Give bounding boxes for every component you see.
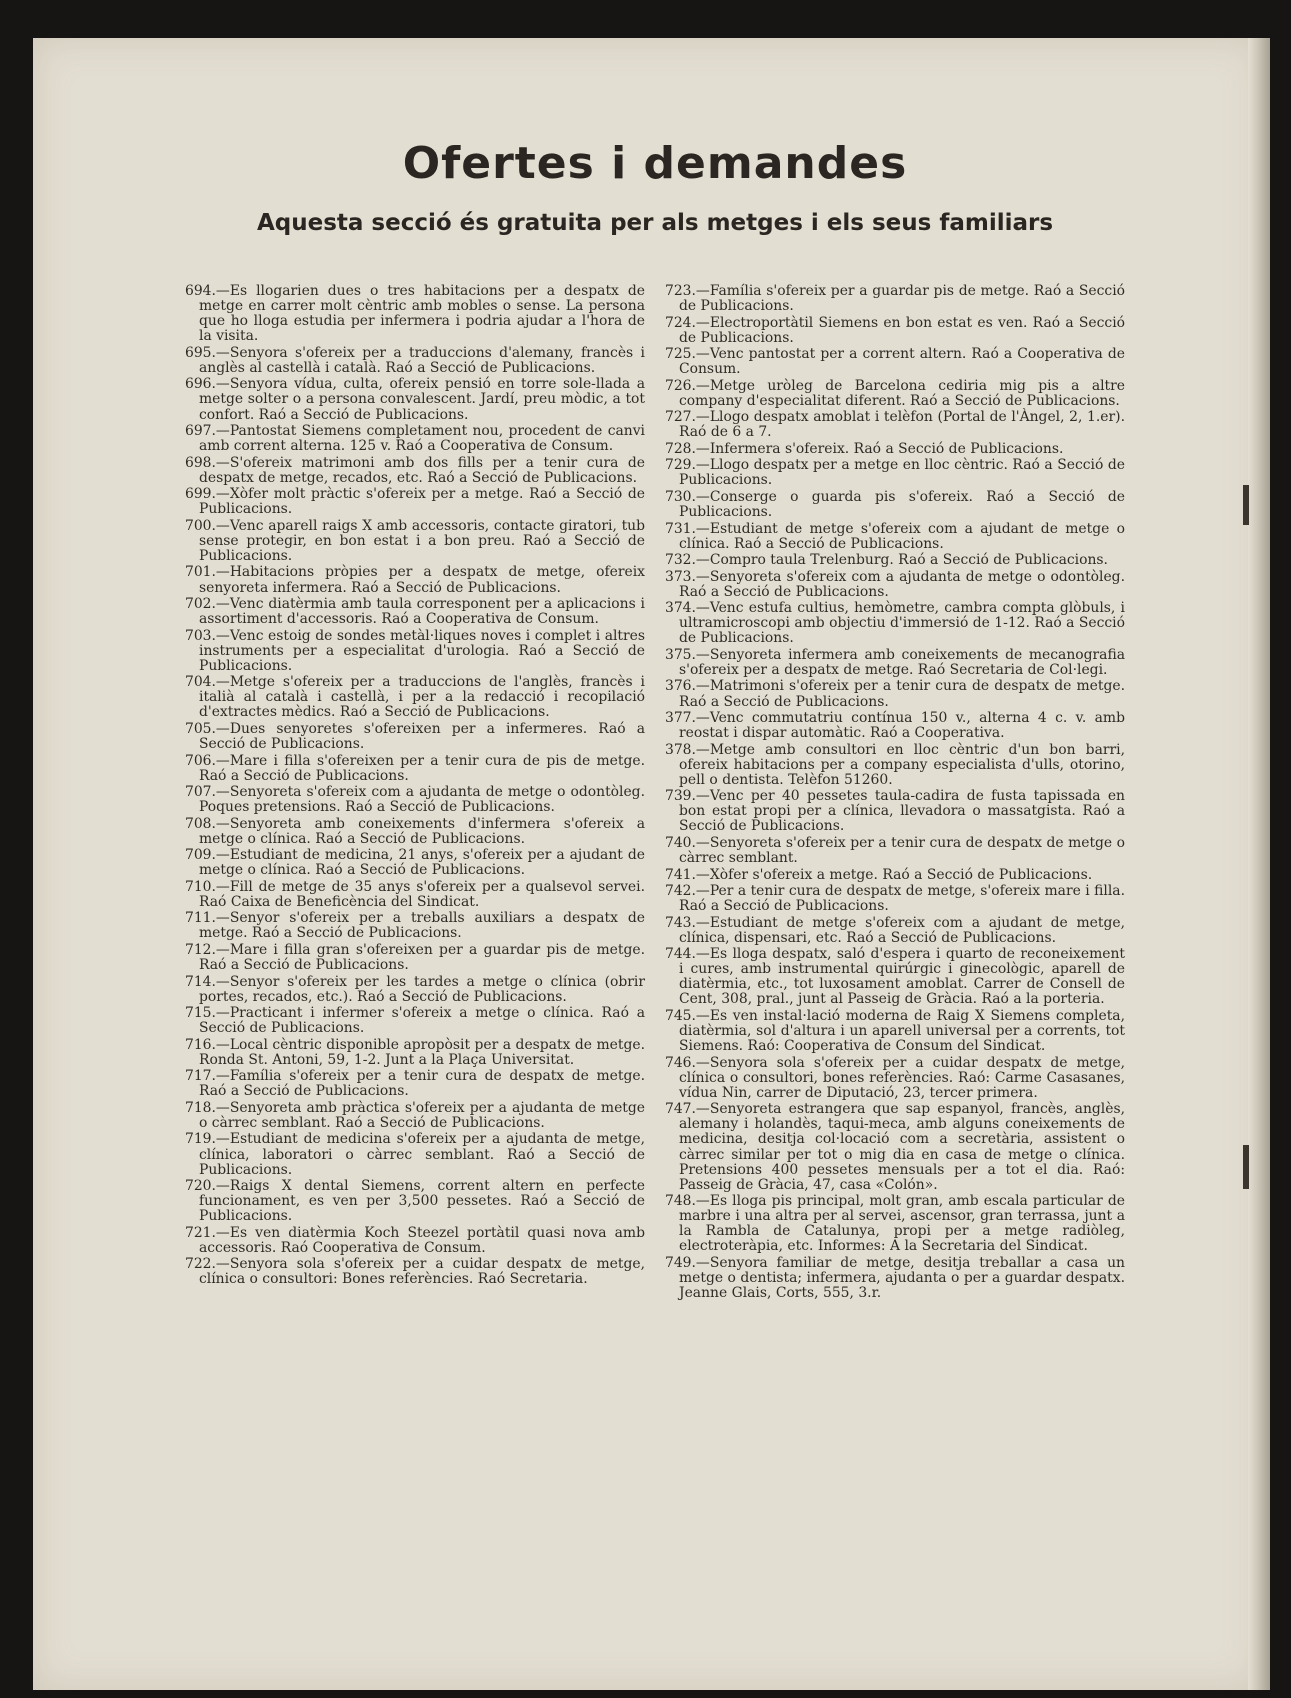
listing-entry: 715.—Practicant i infermer s'ofereix a metge o clínica. Raó a Secció de Publicacions. xyxy=(185,1005,645,1037)
listing-entry: 739.—Venc per 40 pessetes taula-cadira de fusta tapissada en bon estat propi per a clínica, llevadora o massatgista. Raó a Secció de Publicacions. xyxy=(665,788,1125,835)
listing-entry: 721.—Es ven diatèrmia Koch Steezel portàtil quasi nova amb accessoris. Raó Cooperativa de Consum. xyxy=(185,1224,645,1256)
listing-entry: 716.—Local cèntric disponible apropòsit per a despatx de metge. Ronda St. Antoni, 59, 1-2. Junt a la Plaça Universitat. xyxy=(185,1036,645,1068)
listing-entry: 696.—Senyora vídua, culta, ofereix pensió en torre sole-llada a metge solter o a persona convalescent. Jardí, preu mòdic, a tot confort. Raó a Secció de Publicacions. xyxy=(185,376,645,423)
listing-entry: 744.—Es lloga despatx, saló d'espera i quarto de reconeixement i cures, amb instrumental quirúrgic i ginecològic, aparell de diatèrmia, etc., tot luxosament amoblat. Carrer de Consell de Cent, 308, pral., junt al Passeig de Gràcia. Raó a la porteria. xyxy=(665,946,1125,1008)
listing-entry: 376.—Matrimoni s'ofereix per a tenir cura de despatx de metge. Raó a Secció de Publicacions. xyxy=(665,678,1125,710)
listing-entry: 698.—S'ofereix matrimoni amb dos fills per a tenir cura de despatx de metge, recados, etc. Raó a Secció de Publicacions. xyxy=(185,454,645,486)
listing-entry: 717.—Família s'ofereix per a tenir cura de despatx de metge. Raó a Secció de Publicacions. xyxy=(185,1068,645,1100)
listing-entry: 728.—Infermera s'ofereix. Raó a Secció de Publicacions. xyxy=(665,440,1064,457)
page-title: Ofertes i demandes xyxy=(402,138,908,189)
listing-entry: 743.—Estudiant de metge s'ofereix com a ajudant de metge, clínica, dispensari, etc. Raó a Secció de Publicacions. xyxy=(665,914,1125,946)
listing-entry: 727.—Llogo despatx amoblat i telèfon (Portal de l'Àngel, 2, 1.er). Raó de 6 a 7. xyxy=(665,409,1125,441)
listing-entry: 741.—Xòfer s'ofereix a metge. Raó a Secció de Publicacions. xyxy=(665,866,1093,883)
listing-entry: 700.—Venc aparell raigs X amb accessoris, contacte giratori, tub sense protegir, en bon estat i a bon preu. Raó a Secció de Publicacions. xyxy=(185,517,645,564)
listing-entry: 714.—Senyor s'ofereix per les tardes a metge o clínica (obrir portes, recados, etc.). Raó a Secció de Publicacions. xyxy=(185,973,645,1005)
listing-entry: 377.—Venc commutatriu contínua 150 v., alterna 4 c. v. amb reostat i dispar automàtic. Raó a Cooperativa. xyxy=(665,710,1125,742)
listing-entry: 694.—Es llogarien dues o tres habitacions per a despatx de metge en carrer molt cèntric amb mobles o sense. La persona que ho lloga estudia per infermera i podria ajudar a l'hora de la visita. xyxy=(185,283,645,345)
listing-entry: 375.—Senyoreta infermera amb coneixements de mecanografia s'ofereix per a despatx de metge. Raó Secretaria de Col·legi. xyxy=(665,646,1125,678)
listing-entry: 722.—Senyora sola s'ofereix per a cuidar despatx de metge, clínica o consultori: Bones referències. Raó Secretaria. xyxy=(185,1256,645,1288)
listing-entry: 706.—Mare i filla s'ofereixen per a tenir cura de pis de metge. Raó a Secció de Publicacions. xyxy=(185,752,645,784)
left-column xyxy=(185,284,645,1289)
page-subtitle: Aquesta secció és gratuita per als metges i els seus familiars xyxy=(256,210,1054,236)
listing-entry: 730.—Conserge o guarda pis s'ofereix. Raó a Secció de Publicacions. xyxy=(665,488,1125,521)
listing-entry: 702.—Venc diatèrmia amb taula corresponent per a aplicacions i assortiment d'accessoris. Raó a Cooperativa de Consum. xyxy=(185,596,645,628)
page-edge-mark xyxy=(1243,1145,1249,1189)
listing-entry: 711.—Senyor s'ofereix per a treballs auxiliars a despatx de metge. Raó a Secció de Publicacions. xyxy=(185,910,645,942)
listing-entry: 710.—Fill de metge de 35 anys s'ofereix per a qualsevol servei. Raó Caixa de Beneficència del Sindicat. xyxy=(185,878,645,910)
listing-entry: 731.—Estudiant de metge s'ofereix com a ajudant de metge o clínica. Raó a Secció de Publicacions. xyxy=(665,520,1125,552)
listing-entry: 373.—Senyoreta s'ofereix com a ajudanta de metge o odontòleg. Raó a Secció de Publicacions. xyxy=(665,568,1125,600)
listing-entry: 697.—Pantostat Siemens completament nou, procedent de canvi amb corrent alterna. 125 v. Raó a Cooperativa de Consum. xyxy=(185,423,645,455)
listing-entry: 747.—Senyoreta estrangera que sap espanyol, francès, anglès, alemany i holandès, taqui-meca, amb alguns coneixements de medicina, desitja col·locació com a secretària, assistent o càrrec similar per tot o mig dia en casa de metge o clínica. Pretensions 400 pessetes mensuals per a tot el dia. Raó: Passeig de Gràcia, 47, casa «Colón». xyxy=(665,1101,1125,1193)
listing-entry: 742.—Per a tenir cura de despatx de metge, s'ofereix mare i filla. Raó a Secció de Publicacions. xyxy=(665,882,1125,915)
listing-entry: 695.—Senyora s'ofereix per a traduccions d'alemany, francès i anglès al castellà i català. Raó a Secció de Publicacions. xyxy=(185,344,645,376)
book-spine xyxy=(1248,38,1270,1690)
listing-entry: 720.—Raigs X dental Siemens, corrent altern en perfecte funcionament, es ven per 3,500 pessetes. Raó a Secció de Publicacions. xyxy=(185,1178,645,1225)
listing-entry: 699.—Xòfer molt pràctic s'ofereix per a metge. Raó a Secció de Publicacions. xyxy=(185,486,645,518)
listing-entry: 748.—Es lloga pis principal, molt gran, amb escala particular de marbre i una altra per al servei, ascensor, gran terrassa, junt a la Rambla de Catalunya, propi per a metge radiòleg, electroteràpia, etc. Informes: A la Secretaria del Sindicat. xyxy=(665,1193,1125,1255)
listing-entry: 704.—Metge s'ofereix per a traduccions de l'anglès, francès i italià al català i castellà, i per a la redacció i recopilació d'extractes mèdics. Raó a Secció de Publicacions. xyxy=(185,674,645,721)
page-edge-mark xyxy=(1243,485,1249,525)
listing-entry: 729.—Llogo despatx per a metge en lloc cèntric. Raó a Secció de Publicacions. xyxy=(665,457,1125,489)
listing-entry: 732.—Compro taula Trelenburg. Raó a Secció de Publicacions. xyxy=(665,552,1108,569)
listing-entry: 725.—Venc pantostat per a corrent altern. Raó a Cooperativa de Consum. xyxy=(665,346,1125,378)
listing-entry: 378.—Metge amb consultori en lloc cèntric d'un bon barri, ofereix habitacions per a company especialista d'ulls, otorino, pell o dentista. Telèfon 51260. xyxy=(665,741,1125,788)
listing-entry: 746.—Senyora sola s'ofereix per a cuidar despatx de metge, clínica o consultori, bones referències. Raó: Carme Casasanes, vídua Nin, carrer de Diputació, 23, tercer primera. xyxy=(665,1054,1125,1101)
listing-entry: 726.—Metge uròleg de Barcelona cediria mig pis a altre company d'especialitat diferent. Raó a Secció de Publicacions. xyxy=(665,377,1125,409)
listing-entry: 374.—Venc estufa cultius, hemòmetre, cambra compta glòbuls, i ultramicroscopi amb objectiu d'immersió de 1-12. Raó a Secció de Publicacions. xyxy=(665,600,1125,647)
right-column xyxy=(665,284,1125,1303)
listing-entry: 712.—Mare i filla gran s'ofereixen per a guardar pis de metge. Raó a Secció de Publicacions. xyxy=(185,941,645,974)
listing-entry: 745.—Es ven instal·lació moderna de Raig X Siemens completa, diatèrmia, sol d'altura i un aparell universal per a corrents, tot Siemens. Raó: Cooperativa de Consum del Sindicat. xyxy=(665,1007,1125,1055)
listing-entry: 749.—Senyora familiar de metge, desitja treballar a casa un metge o dentista; infermera, ajudanta o per a guardar despatx. Jeanne Glais, Corts, 555, 3.r. xyxy=(665,1254,1125,1302)
listing-entry: 719.—Estudiant de medicina s'ofereix per a ajudanta de metge, clínica, laboratori o càrrec semblant. Raó a Secció de Publicacions. xyxy=(185,1131,645,1178)
listing-entry: 708.—Senyoreta amb coneixements d'infermera s'ofereix a metge o clínica. Raó a Secció de Publicacions. xyxy=(185,815,645,847)
listing-entry: 709.—Estudiant de medicina, 21 anys, s'ofereix per a ajudant de metge o clínica. Raó a Secció de Publicacions. xyxy=(185,847,645,879)
listing-entry: 740.—Senyoreta s'ofereix per a tenir cura de despatx de metge o càrrec semblant. xyxy=(665,834,1125,867)
listing-entry: 707.—Senyoreta s'ofereix com a ajudanta de metge o odontòleg. Poques pretensions. Raó a Secció de Publicacions. xyxy=(185,784,645,816)
listing-entry: 703.—Venc estoig de sondes metàl·liques noves i complet i altres instruments per a especialitat d'urologia. Raó a Secció de Publicacions. xyxy=(185,627,645,674)
listing-entry: 718.—Senyoreta amb pràctica s'ofereix per a ajudanta de metge o càrrec semblant. Raó a Secció de Publicacions. xyxy=(185,1099,645,1131)
listing-entry: 723.—Família s'ofereix per a guardar pis de metge. Raó a Secció de Publicacions. xyxy=(665,283,1125,315)
listing-entry: 701.—Habitacions pròpies per a despatx de metge, ofereix senyoreta infermera. Raó a Secció de Publicacions. xyxy=(185,564,645,596)
listing-entry: 705.—Dues senyoretes s'ofereixen per a infermeres. Raó a Secció de Publicacions. xyxy=(185,720,645,753)
listing-entry: 724.—Electroportàtil Siemens en bon estat es ven. Raó a Secció de Publicacions. xyxy=(665,314,1125,346)
